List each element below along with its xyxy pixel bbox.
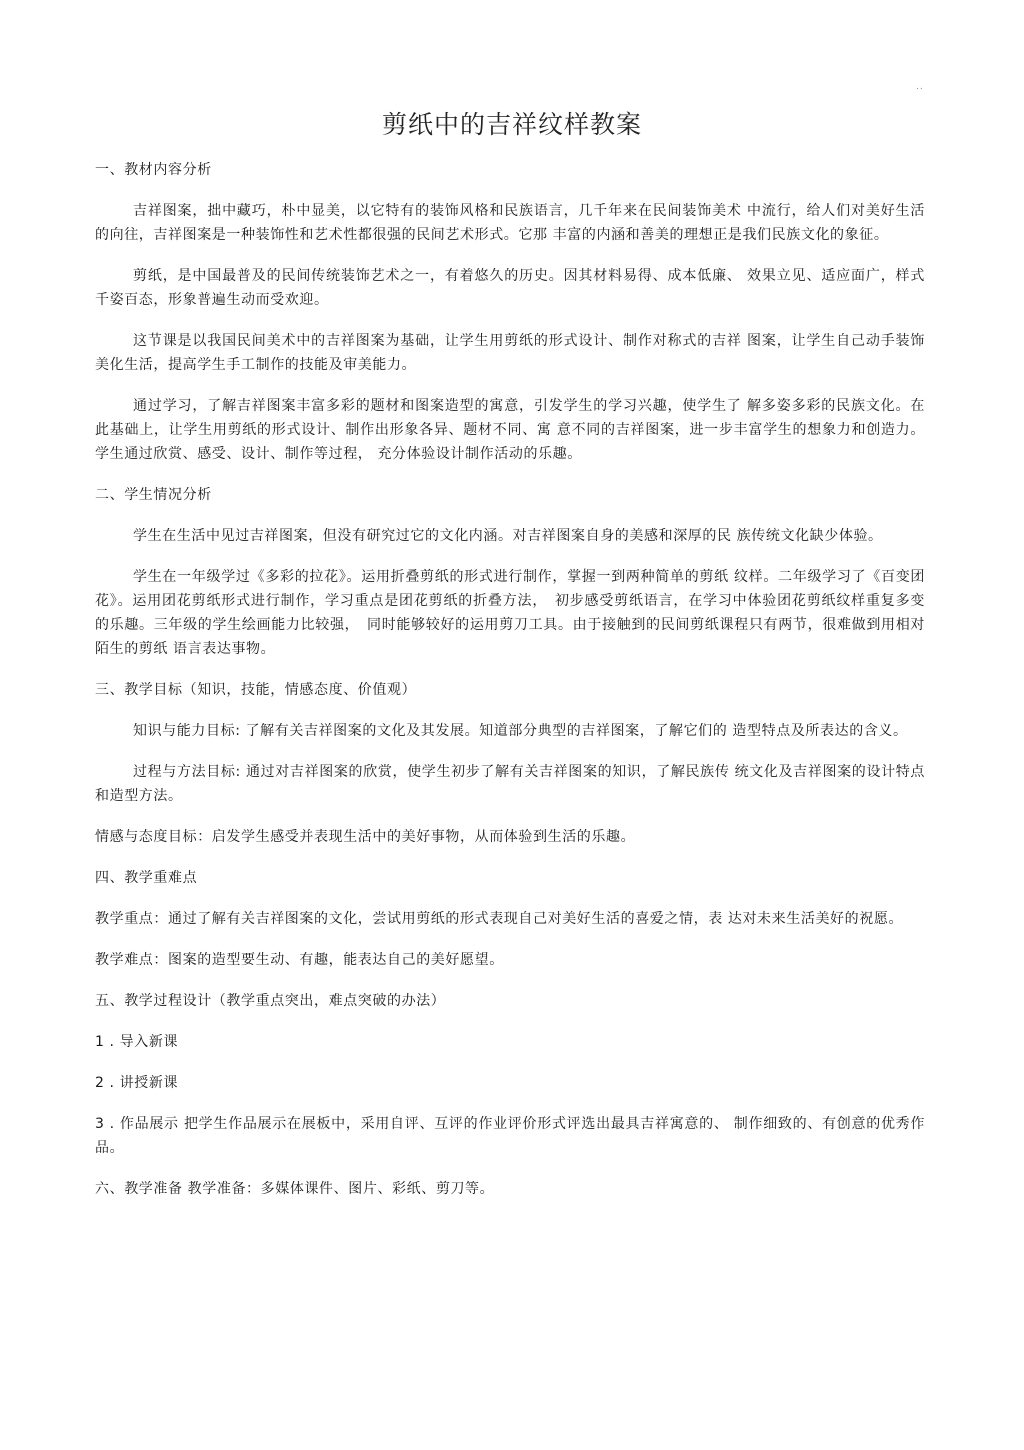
- paragraph: 剪纸，是中国最普及的民间传统装饰艺术之一，有着悠久的历史。因其材料易得、成本低廉、 效果立见、适应面广，样式千姿百态，形象普遍生动而受欢迎。: [95, 268, 925, 308]
- difficulty-line: 教学难点：图案的造型要生动、有趣，能表达自己的美好愿望。: [95, 952, 504, 968]
- paragraph: 过程与方法目标: 通过对吉祥图案的欣赏，使学生初步了解有关吉祥图案的知识，了解民族传 统文化及吉祥图案的设计特点和造型方法。: [95, 764, 925, 804]
- paragraph: 知识与能力目标: 了解有关吉祥图案的文化及其发展。知道部分典型的吉祥图案，了解它们的 造型特点及所表达的含义。: [133, 723, 908, 739]
- document-body: [95, 158, 925, 1218]
- paragraph: 吉祥图案，拙中藏巧，朴中显美，以它特有的装饰风格和民族语言，几千年来在民间装饰美术 中流行，给人们对美好生活的向往，吉祥图案是一种装饰性和艺术性都很强的民间艺术形式。它那 丰富的内涵和善美的理想正是我们民族文化的象征。: [95, 203, 925, 243]
- paragraph: 这节课是以我国民间美术中的吉祥图案为基础，让学生用剪纸的形式设计、制作对称式的吉祥 图案，让学生自己动手装饰美化生活，提高学生手工制作的技能及审美能力。: [95, 333, 925, 373]
- key-point-line: 教学重点：通过了解有关吉祥图案的文化，尝试用剪纸的形式表现自己对美好生活的喜爱之情，表 达对未来生活美好的祝愿。: [95, 911, 904, 927]
- section-heading-preparation: 六、教学准备 教学准备：多媒体课件、图片、彩纸、剪刀等。: [95, 1181, 495, 1197]
- section-heading-materials: 一、教材内容分析: [95, 162, 212, 178]
- process-step: 1 . 导入新课: [95, 1034, 179, 1050]
- section-heading-goals: 三、教学目标（知识，技能，情感态度、价值观）: [95, 682, 417, 698]
- section-heading-students: 二、学生情况分析: [95, 487, 212, 503]
- process-step: 2 . 讲授新课: [95, 1075, 179, 1091]
- paragraph: 学生在生活中见过吉祥图案，但没有研究过它的文化内涵。对吉祥图案自身的美感和深厚的民 族传统文化缺少体验。: [133, 528, 883, 544]
- corner-mark: ..: [916, 82, 924, 92]
- section-heading-process: 五、教学过程设计（教学重点突出，难点突破的办法）: [95, 993, 446, 1009]
- document-title: 剪纸中的吉祥纹样教案: [381, 110, 642, 139]
- paragraph: 学生在一年级学过《多彩的拉花》。运用折叠剪纸的形式进行制作，掌握一到两种简单的剪纸 纹样。二年级学习了《百变团花》。运用团花剪纸形式进行制作，学习重点是团花剪纸的折叠方法， 初步感受剪纸语言，在学习中体验团花剪纸纹样重复多变的乐趣。三年级的学生绘画能力比较强， 同时能够较好的运用剪刀工具。由于接触到的民间剪纸课程只有两节，很难做到用相对陌生的剪纸 语言表达事物。: [95, 569, 925, 657]
- paragraph: 通过学习，了解吉祥图案丰富多彩的题材和图案造型的寓意，引发学生的学习兴趣，使学生了 解多姿多彩的民族文化。在此基础上，让学生用剪纸的形式设计、制作出形象各异、题材不同、寓 意不同的吉祥图案，进一步丰富学生的想象力和创造力。学生通过欣赏、感受、设计、制作等过程， 充分体验设计制作活动的乐趣。: [95, 398, 925, 462]
- section-heading-key-points: 四、教学重难点: [95, 870, 198, 886]
- goal-line: 情感与态度目标：启发学生感受并表现生活中的美好事物，从而体验到生活的乐趣。: [95, 829, 636, 845]
- process-step: 3 . 作品展示 把学生作品展示在展板中，采用自评、互评的作业评价形式评选出最具吉祥寓意的、 制作细致的、有创意的优秀作品。: [95, 1116, 925, 1156]
